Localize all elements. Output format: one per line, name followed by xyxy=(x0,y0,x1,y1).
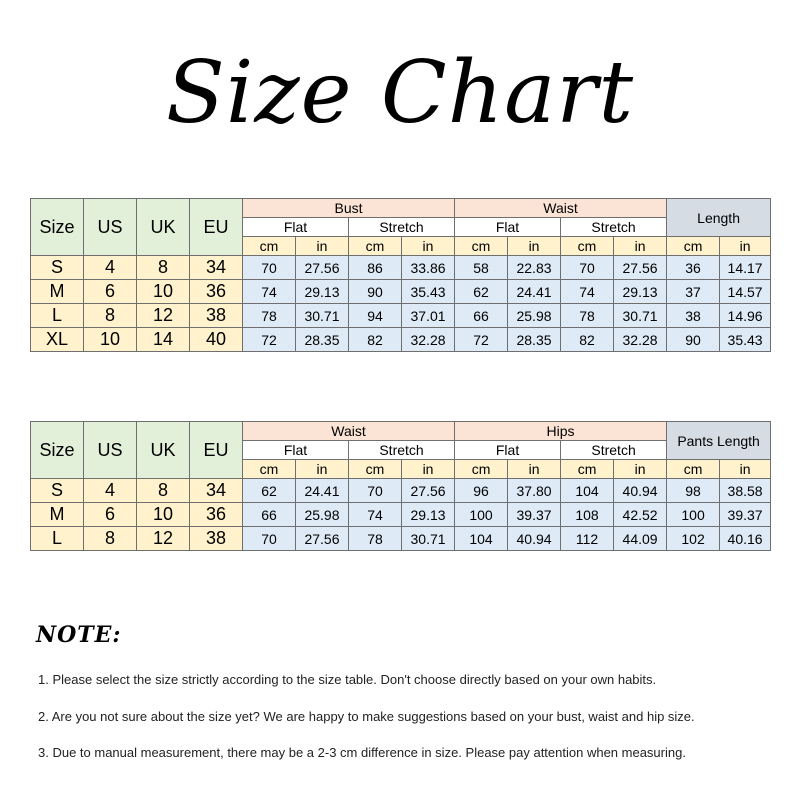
table-cell: 40.94 xyxy=(614,479,667,503)
table-cell: 38 xyxy=(667,304,720,328)
table-cell: 70 xyxy=(561,256,614,280)
size-cell: M xyxy=(31,280,84,304)
waist-header: Waist xyxy=(455,199,667,218)
size-header: Size xyxy=(31,422,84,479)
unit-in-header: in xyxy=(402,237,455,256)
table-cell: 14 xyxy=(137,328,190,352)
table-cell: 4 xyxy=(84,479,137,503)
unit-in-header: in xyxy=(720,237,771,256)
table-cell: 33.86 xyxy=(402,256,455,280)
table-cell: 40.16 xyxy=(720,527,771,551)
table-cell: 78 xyxy=(561,304,614,328)
hips-header: Hips xyxy=(455,422,667,441)
bottom-size-table xyxy=(30,421,771,551)
table-row xyxy=(31,304,771,328)
table-row xyxy=(31,479,771,503)
table-cell: 6 xyxy=(84,503,137,527)
unit-in-header: in xyxy=(296,460,349,479)
table-cell: 30.71 xyxy=(614,304,667,328)
size-cell: S xyxy=(31,256,84,280)
table-cell: 100 xyxy=(455,503,508,527)
table-cell: 8 xyxy=(84,527,137,551)
table-cell: 36 xyxy=(190,280,243,304)
table-cell: 58 xyxy=(455,256,508,280)
table-cell: 32.28 xyxy=(614,328,667,352)
flat-header: Flat xyxy=(243,218,349,237)
table-cell: 24.41 xyxy=(508,280,561,304)
table-cell: 25.98 xyxy=(296,503,349,527)
bust-header: Bust xyxy=(243,199,455,218)
table-cell: 70 xyxy=(243,527,296,551)
table-cell: 10 xyxy=(137,503,190,527)
table-cell: 10 xyxy=(84,328,137,352)
size-header: Size xyxy=(31,199,84,256)
table-cell: 78 xyxy=(243,304,296,328)
size-cell: M xyxy=(31,503,84,527)
table-cell: 38 xyxy=(190,304,243,328)
table-cell: 27.56 xyxy=(402,479,455,503)
table-cell: 104 xyxy=(561,479,614,503)
table-cell: 36 xyxy=(667,256,720,280)
table-cell: 12 xyxy=(137,527,190,551)
table-cell: 37 xyxy=(667,280,720,304)
table-cell: 29.13 xyxy=(296,280,349,304)
table-cell: 6 xyxy=(84,280,137,304)
table-cell: 74 xyxy=(349,503,402,527)
unit-in-header: in xyxy=(720,460,771,479)
table-cell: 28.35 xyxy=(296,328,349,352)
unit-cm-header: cm xyxy=(667,460,720,479)
unit-in-header: in xyxy=(614,460,667,479)
table-cell: 27.56 xyxy=(614,256,667,280)
unit-in-header: in xyxy=(402,460,455,479)
table-cell: 104 xyxy=(455,527,508,551)
table-cell: 38 xyxy=(190,527,243,551)
table-cell: 40.94 xyxy=(508,527,561,551)
page-title: Size Chart xyxy=(165,43,635,143)
stretch-header: Stretch xyxy=(349,218,455,237)
table-cell: 30.71 xyxy=(296,304,349,328)
table-cell: 25.98 xyxy=(508,304,561,328)
table-cell: 66 xyxy=(243,503,296,527)
unit-cm-header: cm xyxy=(455,460,508,479)
table-cell: 10 xyxy=(137,280,190,304)
note-line-1: 1. Please select the size strictly according to the size table. Don't choose directly based on your own habits. xyxy=(38,672,657,687)
stretch-header: Stretch xyxy=(349,441,455,460)
size-cell: L xyxy=(31,304,84,328)
table-row xyxy=(31,527,771,551)
table-cell: 39.37 xyxy=(508,503,561,527)
stretch-header: Stretch xyxy=(561,218,667,237)
table-cell: 39.37 xyxy=(720,503,771,527)
unit-cm-header: cm xyxy=(455,237,508,256)
unit-cm-header: cm xyxy=(243,237,296,256)
table-cell: 29.13 xyxy=(402,503,455,527)
table-cell: 70 xyxy=(349,479,402,503)
table-cell: 62 xyxy=(455,280,508,304)
table-cell: 27.56 xyxy=(296,256,349,280)
table-cell: 108 xyxy=(561,503,614,527)
table-cell: 70 xyxy=(243,256,296,280)
table-row xyxy=(31,280,771,304)
table-cell: 22.83 xyxy=(508,256,561,280)
table-cell: 42.52 xyxy=(614,503,667,527)
top-size-table xyxy=(30,198,771,352)
us-header: US xyxy=(84,422,137,479)
table-cell: 86 xyxy=(349,256,402,280)
table-cell: 38.58 xyxy=(720,479,771,503)
table-cell: 90 xyxy=(349,280,402,304)
table-cell: 35.43 xyxy=(720,328,771,352)
table-cell: 82 xyxy=(349,328,402,352)
table-cell: 40 xyxy=(190,328,243,352)
table-cell: 72 xyxy=(243,328,296,352)
table-cell: 96 xyxy=(455,479,508,503)
table-cell: 14.57 xyxy=(720,280,771,304)
unit-cm-header: cm xyxy=(561,237,614,256)
table-cell: 14.96 xyxy=(720,304,771,328)
note-line-2: 2. Are you not sure about the size yet? We are happy to make suggestions based on your bust, waist and hip size. xyxy=(38,709,695,724)
uk-header: UK xyxy=(137,422,190,479)
size-cell: L xyxy=(31,527,84,551)
table-cell: 82 xyxy=(561,328,614,352)
table-cell: 32.28 xyxy=(402,328,455,352)
table-cell: 29.13 xyxy=(614,280,667,304)
table-cell: 66 xyxy=(455,304,508,328)
unit-cm-header: cm xyxy=(667,237,720,256)
flat-header: Flat xyxy=(243,441,349,460)
size-cell: XL xyxy=(31,328,84,352)
uk-header: UK xyxy=(137,199,190,256)
unit-in-header: in xyxy=(508,460,561,479)
table-cell: 12 xyxy=(137,304,190,328)
unit-cm-header: cm xyxy=(349,460,402,479)
table-cell: 27.56 xyxy=(296,527,349,551)
table-cell: 74 xyxy=(243,280,296,304)
table-cell: 36 xyxy=(190,503,243,527)
table-cell: 78 xyxy=(349,527,402,551)
length-header: Length xyxy=(667,199,771,237)
table-cell: 24.41 xyxy=(296,479,349,503)
table-cell: 8 xyxy=(84,304,137,328)
table-cell: 8 xyxy=(137,479,190,503)
unit-cm-header: cm xyxy=(243,460,296,479)
table-cell: 37.80 xyxy=(508,479,561,503)
table-cell: 94 xyxy=(349,304,402,328)
table-cell: 112 xyxy=(561,527,614,551)
flat-header: Flat xyxy=(455,441,561,460)
unit-cm-header: cm xyxy=(349,237,402,256)
table-cell: 90 xyxy=(667,328,720,352)
table-cell: 100 xyxy=(667,503,720,527)
unit-in-header: in xyxy=(508,237,561,256)
table-cell: 74 xyxy=(561,280,614,304)
eu-header: EU xyxy=(190,422,243,479)
flat-header: Flat xyxy=(455,218,561,237)
table-cell: 28.35 xyxy=(508,328,561,352)
eu-header: EU xyxy=(190,199,243,256)
table-cell: 30.71 xyxy=(402,527,455,551)
stretch-header: Stretch xyxy=(561,441,667,460)
unit-cm-header: cm xyxy=(561,460,614,479)
table-cell: 62 xyxy=(243,479,296,503)
table-cell: 44.09 xyxy=(614,527,667,551)
table-row xyxy=(31,503,771,527)
unit-in-header: in xyxy=(614,237,667,256)
table-row xyxy=(31,256,771,280)
table-cell: 4 xyxy=(84,256,137,280)
table-cell: 98 xyxy=(667,479,720,503)
table-cell: 34 xyxy=(190,479,243,503)
waist-header: Waist xyxy=(243,422,455,441)
unit-in-header: in xyxy=(296,237,349,256)
table-cell: 34 xyxy=(190,256,243,280)
table-cell: 35.43 xyxy=(402,280,455,304)
note-line-3: 3. Due to manual measurement, there may be a 2-3 cm difference in size. Please pay attention when measuring. xyxy=(38,745,686,760)
table-cell: 72 xyxy=(455,328,508,352)
us-header: US xyxy=(84,199,137,256)
table-cell: 102 xyxy=(667,527,720,551)
pants-length-header: Pants Length xyxy=(667,422,771,460)
table-row xyxy=(31,328,771,352)
table-cell: 37.01 xyxy=(402,304,455,328)
size-cell: S xyxy=(31,479,84,503)
table-cell: 8 xyxy=(137,256,190,280)
note-title: NOTE: xyxy=(36,622,122,648)
table-cell: 14.17 xyxy=(720,256,771,280)
